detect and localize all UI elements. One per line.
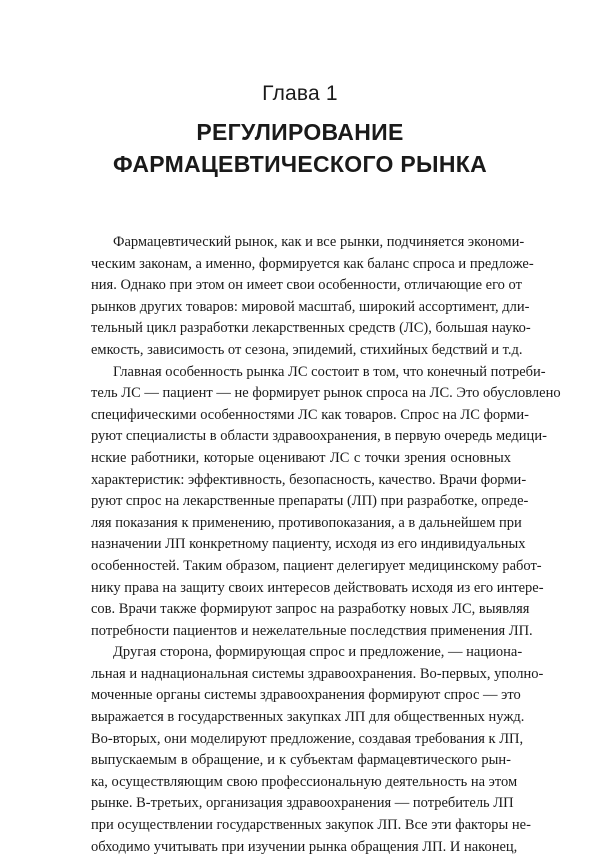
text-line: обходимо учитывать при изучении рынка обращения ЛП. И наконец, (91, 838, 518, 855)
paragraph (91, 232, 534, 362)
text-line: руют специалисты в области здравоохранения, в первую очередь медици- (91, 428, 547, 445)
text-line: выпускаемым в обращение, и к субъектам фармацевтического рын- (91, 752, 511, 769)
text-line: нику права на защиту своих интересов действовать исходя из его интере- (91, 579, 544, 596)
body-text (91, 232, 561, 858)
text-line: руют спрос на лекарственные препараты (ЛП) при разработке, опреде- (91, 493, 529, 510)
text-line: Другая сторона, формирующая спрос и предложение, — национа- (113, 644, 523, 661)
text-line: нские работники, которые оценивают ЛС с точки зрения основных (91, 449, 511, 466)
text-line: ческим законам, а именно, формируется как баланс спроса и предложе- (91, 255, 534, 272)
text-line: емкость, зависимость от сезона, эпидемий, стихийных бедствий и т.д. (91, 341, 523, 358)
text-line: ка, осуществляющим свою профессиональную деятельность на этом (91, 773, 518, 790)
text-line: назначении ЛП конкретному пациенту, исходя из его индивидуальных (91, 536, 526, 553)
chapter-title (0, 116, 600, 180)
text-line: рынков других товаров: мировой масштаб, широкий ассортимент, дли- (91, 298, 530, 315)
text-line: характеристик: эффективность, безопасность, качество. Врачи форми- (91, 471, 527, 488)
text-line: особенностей. Таким образом, пациент делегирует медицинскому работ- (91, 557, 542, 574)
text-line: при осуществлении государственных закупок ЛП. Все эти факторы не- (91, 817, 531, 834)
text-line: тель ЛС — пациент — не формирует рынок спроса на ЛС. Это обусловлено (91, 385, 561, 402)
text-line: Фармацевтический рынок, как и все рынки, подчиняется экономи- (113, 234, 525, 250)
text-line: моченные органы системы здравоохранения формируют спрос — это (91, 687, 521, 704)
chapter-title-line: РЕГУЛИРОВАНИЕ (196, 119, 404, 145)
text-line: специфическими особенностями ЛС как товаров. Спрос на ЛС форми- (91, 406, 529, 423)
text-line: выражается в государственных закупках ЛП для общественных нужд. (91, 709, 525, 726)
text-line: рынке. В-третьих, организация здравоохранения — потребитель ЛП (91, 795, 514, 812)
text-line: Главная особенность рынка ЛС состоит в том, что конечный потреби- (113, 363, 546, 380)
text-line: ляя показания к применению, противопоказания, а в дальнейшем при (91, 514, 522, 531)
paragraph (91, 642, 544, 858)
paragraph (91, 362, 561, 643)
text-line: сов. Врачи также формируют запрос на разработку новых ЛС, выявляя (91, 601, 530, 618)
text-line: ния. Однако при этом он имеет свои особенности, отличающие его от (91, 277, 522, 294)
chapter-title-line: ФАРМАЦЕВТИЧЕСКОГО РЫНКА (112, 151, 487, 177)
text-line: льная и наднациональная системы здравоохранения. Во-первых, уполно- (91, 665, 544, 682)
text-line: тельный цикл разработки лекарственных средств (ЛС), большая науко- (91, 320, 531, 337)
text-line: потребности пациентов и нежелательные последствия применения ЛП. (91, 622, 533, 639)
text-line: Во-вторых, они моделируют предложение, создавая требования к ЛП, (91, 730, 524, 747)
chapter-label: Глава 1 (262, 82, 338, 105)
